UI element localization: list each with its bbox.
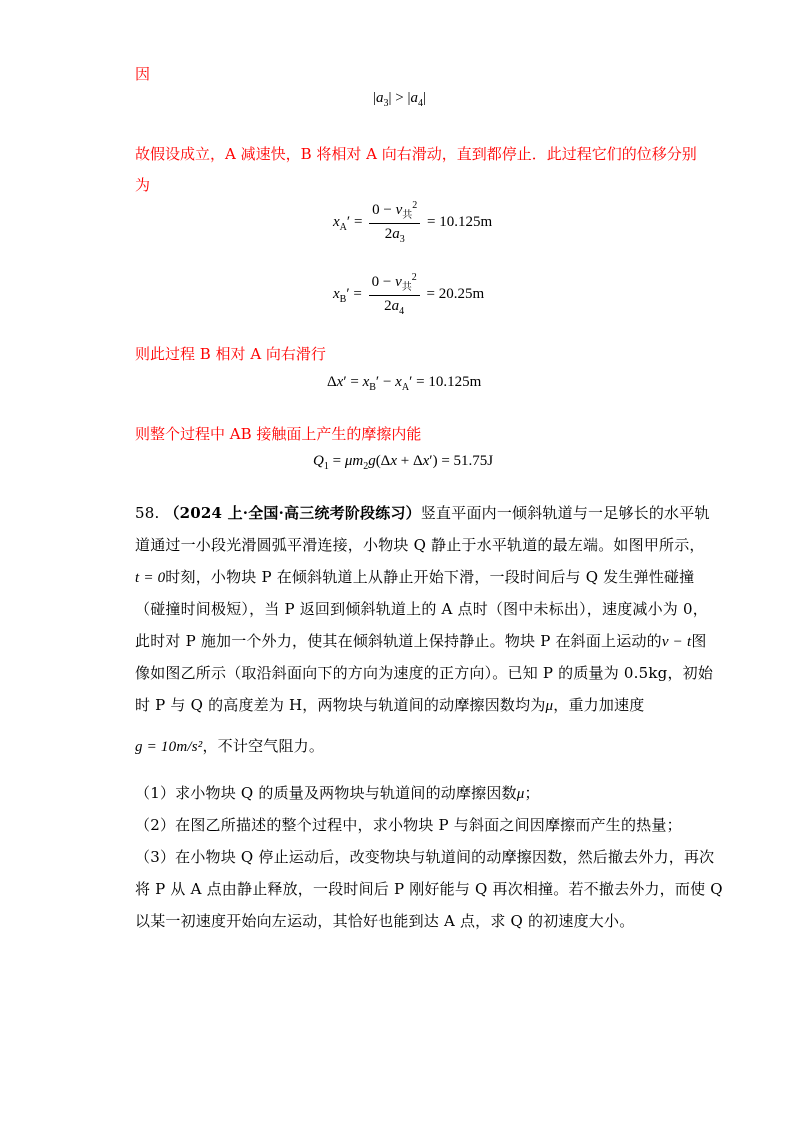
problem-line-1: 58. （2024 上·全国·高三统考阶段练习）竖直平面内一倾斜轨道与一足够长的水平轨 [135,504,710,522]
problem-line-5: 此时对 P 施加一个外力，使其在倾斜轨道上保持静止。物块 P 在斜面上运动的v − t图 [135,632,707,650]
problem-number: 58. [135,504,160,522]
math-g-value: g = 10m/s² [135,739,203,755]
question-2: （2）在图乙所描述的整个过程中，求小物块 P 与斜面之间因摩擦而产生的热量； [135,816,682,834]
equation-xB: $x_B'$ = $\frac{0 - v_共^2}{2a_4}$ = 20.25m [333,272,485,317]
friction-heat-text: 则整个过程中 AB 接触面上产生的摩擦内能 [135,425,422,443]
equation-delta-x: $\Delta x' = x_B' - x_A' = 10.125m$ [327,374,482,393]
problem-line-7: 时 P 与 Q 的高度差为 H，两物块与轨道间的动摩擦因数均为μ，重力加速度 [135,696,645,714]
equation-xA: $x_A'$ = $\frac{0 - v_共^2}{2a_3}$ = 10.125m [333,200,493,245]
math-t-equals-0: t = 0 [135,570,166,586]
inequality-a3-a4: $|a_3| > |a_4|$ [373,90,426,109]
equation-delta-x-result: = 10.125m [416,374,482,390]
math-mu-q1: μ [516,786,525,802]
assumption-text-line2: 为 [135,176,151,194]
problem-line-6: 像如图乙所示（取沿斜面向下的方向为速度的正方向）。已知 P 的质量为 0.5kg，初始 [135,664,714,682]
problem-line-3: t = 0时刻，小物块 P 在倾斜轨道上从静止开始下滑，一段时间后与 Q 发生弹性碰撞 [135,568,695,586]
relative-slide-text: 则此过程 B 相对 A 向右滑行 [135,345,326,363]
problem-line-8: g = 10m/s²，不计空气阻力。 [135,737,325,755]
equation-xA-result: = 10.125m [427,213,493,230]
equation-Q1: $Q_1 = \mu m_2g(\Delta x + \Delta x') = 51.75J$ [313,453,494,472]
question-3-line-1: （3）在小物块 Q 停止运动后，改变物块与轨道间的动摩擦因数，然后撤去外力，再次 [135,848,715,866]
question-1: （1）求小物块 Q 的质量及两物块与轨道间的动摩擦因数μ； [135,784,540,802]
problem-line-2: 道通过一小段光滑圆弧平滑连接，小物块 Q 静止于水平轨道的最左端。如图甲所示， [135,536,705,554]
equation-xB-result: = 20.25m [426,285,485,302]
problem-source: （2024 上·全国·高三统考阶段练习） [164,504,421,522]
math-v-t: v − t [661,634,692,650]
question-3-line-2: 将 P 从 A 点由静止释放，一段时间后 P 刚好能与 Q 再次相撞。若不撤去外力，而使 Q [135,880,723,898]
math-mu: μ [545,698,554,714]
question-3-line-3: 以某一初速度开始向左运动，其恰好也能到达 A 点，求 Q 的初速度大小。 [135,912,635,930]
equation-Q1-result: = 51.75J [441,453,494,469]
solution-word-yin: 因 [135,65,151,83]
problem-line-4: （碰撞时间极短），当 P 返回到倾斜轨道上的 A 点时（图中未标出），速度减小为 0， [135,600,708,618]
assumption-text-line1: 故假设成立，A 减速快，B 将相对 A 向右滑动，直到都停止．此过程它们的位移分别 [135,145,697,163]
